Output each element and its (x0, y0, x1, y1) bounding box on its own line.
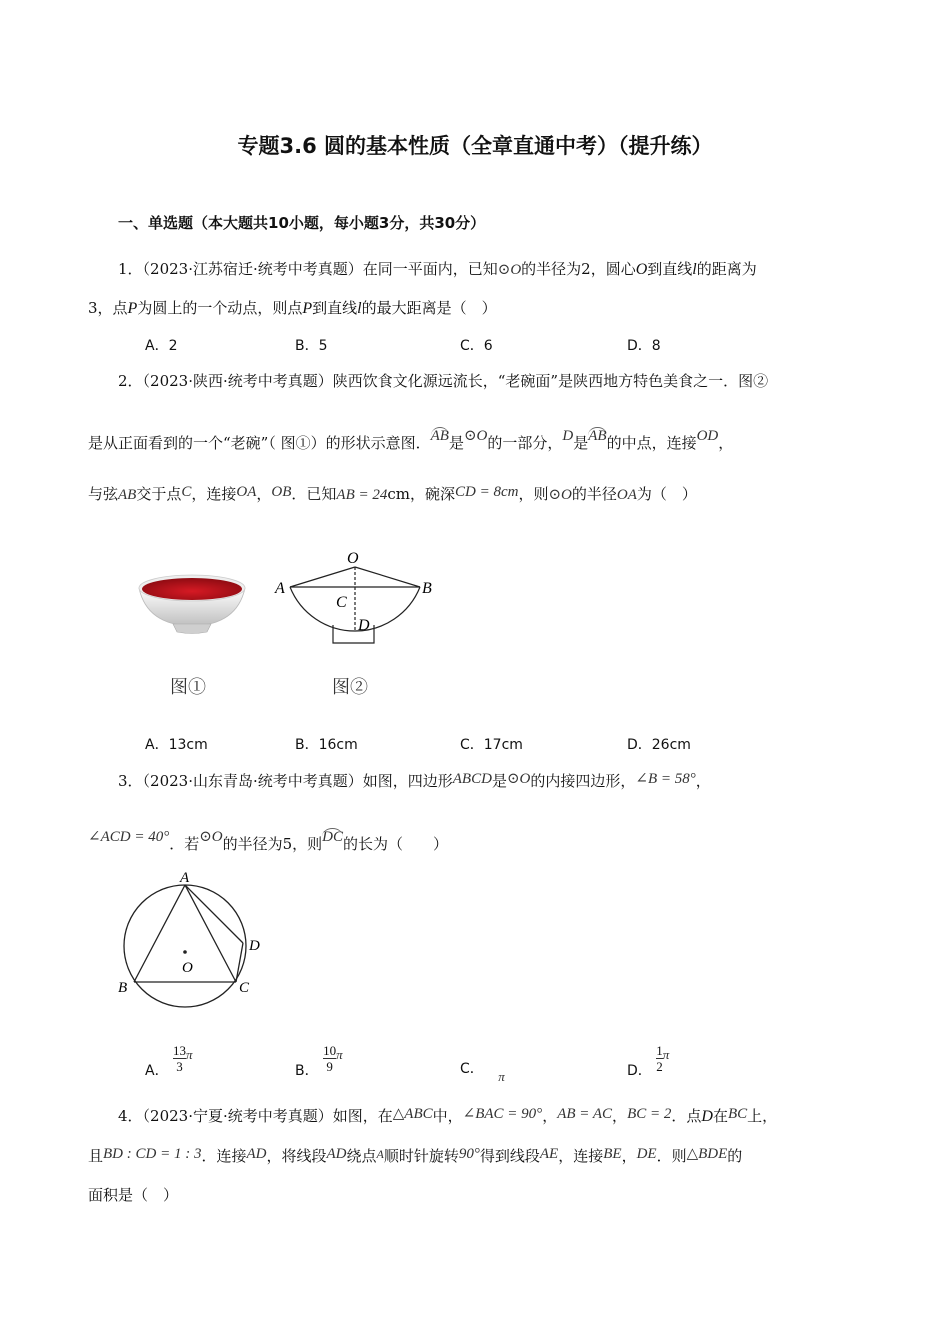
q3-text: 3．（2023·山东青岛·统考中考真题）如图，四边形 (118, 772, 453, 790)
q4-text: ．则 (656, 1147, 687, 1165)
q2-text: 交于点 (136, 485, 182, 503)
circle-symbol: ⊙O (548, 487, 572, 503)
fraction (173, 1043, 186, 1074)
q4-text: ．点 (671, 1107, 702, 1125)
math-var: OD (696, 428, 719, 444)
q1-text: 的最大距离是（ ） (361, 299, 497, 317)
q2-text: ．已知 (291, 485, 337, 503)
q4-text: ， (542, 1107, 558, 1125)
math-var: D (701, 1108, 713, 1125)
figure2-caption: 图② (332, 677, 368, 698)
math-var: OA (616, 487, 637, 503)
circle-symbol: ⊙O (506, 771, 531, 787)
math-var: BC (727, 1106, 748, 1122)
section-heading: 一、单选题（本大题共10小题，每小题3分，共30分） (118, 214, 486, 232)
math-var: AD (326, 1146, 347, 1162)
q3-text: 的半径为5，则 (222, 835, 323, 853)
math-expr: △ABC (392, 1106, 433, 1122)
math-var: AB (118, 487, 137, 503)
math-expr: ∠ACD = 40° (88, 829, 170, 845)
q4-line2 (88, 1145, 742, 1166)
fraction (656, 1043, 663, 1074)
circle-o (124, 885, 246, 1007)
circle-symbol: ⊙O (463, 428, 488, 444)
q3-text: ．若 (169, 835, 200, 853)
page-title: 专题3.6 圆的基本性质（全章直通中考）（提升练） (237, 134, 713, 158)
math-expr: ∠BAC = 90° (462, 1106, 543, 1122)
q1-text: 到直线 (312, 299, 358, 317)
math-var: AD (246, 1146, 267, 1162)
q4-line3: 面积是（ ） (88, 1186, 179, 1204)
q4-text: 得到线段 (479, 1147, 540, 1165)
circle-symbol: ⊙O (497, 262, 522, 278)
q2-text: 的中点，连接 (606, 434, 697, 452)
q3-option-a[interactable] (145, 1043, 193, 1079)
math-var: C (181, 484, 192, 500)
q1-text: 的半径为2，圆心 (521, 260, 636, 278)
q2-text: 是 (448, 434, 464, 452)
math-var: l (357, 300, 362, 317)
q4-text: ， (612, 1107, 628, 1125)
math-var: OB (271, 484, 292, 500)
q3-line2 (88, 829, 449, 854)
side-dc (236, 943, 243, 982)
math-var: OA (236, 484, 257, 500)
math-var: DE (636, 1146, 657, 1162)
math-var: D (562, 428, 574, 444)
q1-line1 (118, 258, 757, 279)
numerator: 10 (323, 1043, 337, 1058)
q4-text: ， (621, 1147, 637, 1165)
q2-text: 是从正面看到的一个“老碗”（ 图①）的形状示意图． (88, 434, 431, 452)
q1-option-a[interactable]: A．2 (145, 338, 178, 354)
q2-option-b[interactable]: B．16cm (295, 737, 358, 753)
q2-text: 为（ ） (636, 485, 697, 503)
pi-symbol: π (186, 1046, 193, 1062)
option-label: C． (460, 1061, 484, 1077)
q4-text: ，连接 (558, 1147, 604, 1165)
label-a: A (275, 580, 285, 597)
q3-option-b[interactable] (295, 1043, 343, 1079)
denominator: 9 (326, 1059, 333, 1074)
math-expr: CD = 8cm (455, 484, 519, 500)
q4-text: 在 (712, 1107, 728, 1125)
q1-text: 的距离为 (696, 260, 757, 278)
q2-text: 的一部分， (487, 434, 563, 452)
math-var: l (692, 261, 697, 278)
side-ad (185, 885, 243, 943)
q3-option-d[interactable] (627, 1043, 670, 1079)
denominator: 2 (656, 1059, 663, 1074)
label-a: A (180, 872, 190, 886)
fraction (323, 1043, 336, 1074)
math-var: BE (603, 1146, 622, 1162)
math-expr: AB = 24 (336, 487, 388, 503)
q2-text: 与弦 (88, 485, 119, 503)
arc-ab: AB (430, 428, 449, 444)
q1-text: 3，点 (88, 299, 128, 317)
math-expr: AB = AC (557, 1106, 613, 1122)
q4-text: 顺时针旋转 (383, 1147, 459, 1165)
q1-line2 (88, 297, 497, 318)
q2-text: 是 (573, 434, 589, 452)
q4-text: 且 (88, 1147, 104, 1165)
q3-text: ， (695, 772, 711, 790)
bowl-foot (173, 624, 211, 634)
label-d: D (249, 938, 260, 954)
q4-text: 的 (727, 1147, 743, 1165)
q3-text: 是 (491, 772, 507, 790)
label-c: C (336, 594, 347, 611)
q3-option-c[interactable] (460, 1058, 505, 1084)
math-var: O (635, 261, 648, 278)
label-b: B (118, 980, 128, 996)
math-var: A (376, 1147, 384, 1161)
pi-symbol: π (662, 1046, 670, 1062)
q4-line1 (118, 1105, 777, 1126)
math-var: AE (539, 1146, 559, 1162)
q4-text: ，将线段 (266, 1147, 327, 1165)
q2-line2 (88, 428, 734, 453)
math-var: ABCD (452, 771, 492, 787)
center-dot (183, 950, 187, 954)
q2-option-d[interactable]: D．26cm (627, 737, 691, 753)
label-b: B (422, 580, 432, 597)
q1-option-d[interactable]: D．8 (627, 338, 661, 354)
label-c: C (239, 980, 250, 996)
q1-text: 到直线 (647, 260, 693, 278)
option-label: A． (145, 1062, 169, 1079)
math-var: P (127, 300, 138, 317)
figure1-caption: 图① (170, 677, 206, 698)
q2-line1: 2．（2023·陕西·统考中考真题）陕西饮食文化源远流长，“老碗面”是陕西地方特色美食之一．图② (118, 372, 769, 390)
q2-text: cm，碗深 (387, 485, 455, 503)
math-expr: 90° (458, 1146, 480, 1162)
option-label: D． (627, 1062, 652, 1079)
numerator: 13 (173, 1043, 187, 1058)
denominator: 3 (176, 1059, 183, 1074)
q2-text: 的半径 (571, 485, 617, 503)
q4-text: 中， (432, 1107, 463, 1125)
q4-text: ．连接 (201, 1147, 247, 1165)
q2-text: ，连接 (191, 485, 237, 503)
math-expr: ∠B = 58° (635, 771, 696, 787)
line-ob (355, 567, 420, 587)
label-o: O (182, 960, 193, 976)
q1-option-c[interactable]: C．6 (460, 338, 493, 354)
arc-ab: AB (588, 428, 607, 444)
numerator: 1 (656, 1043, 663, 1058)
bowl-inside (142, 578, 242, 600)
arc-dc: DC (322, 829, 344, 845)
q3-text: 的长为（ ） (343, 835, 449, 853)
q2-line3 (88, 483, 697, 504)
q1-text: 为圆上的一个动点，则点 (137, 299, 303, 317)
q1-option-b[interactable]: B．5 (295, 338, 328, 354)
option-label: B． (295, 1062, 319, 1079)
math-expr: △BDE (686, 1146, 728, 1162)
q3-text: 的内接四边形， (530, 772, 636, 790)
math-expr: BC = 2 (627, 1106, 672, 1122)
circle-quadrilateral-figure (110, 872, 280, 1012)
bowl-photo-figure (135, 570, 250, 638)
pi-symbol: π (498, 1069, 505, 1084)
label-o: O (347, 550, 359, 567)
q2-option-a[interactable]: A．13cm (145, 737, 208, 753)
q4-text: 绕点 (346, 1147, 377, 1165)
math-var: P (302, 300, 313, 317)
q2-text: ， (256, 485, 272, 503)
q2-option-c[interactable]: C．17cm (460, 737, 523, 753)
pi-symbol: π (336, 1046, 343, 1062)
label-d: D (358, 617, 370, 634)
q2-text: ，则 (518, 485, 549, 503)
side-ab (134, 885, 185, 982)
circle-symbol: ⊙O (199, 829, 223, 845)
q4-text: 上， (747, 1107, 778, 1125)
bowl-diagram-figure (270, 545, 440, 650)
math-expr: BD : CD = 1 : 3 (103, 1146, 202, 1162)
q4-text: 4．（2023·宁夏·统考中考真题）如图，在 (118, 1107, 393, 1125)
q3-line1 (118, 770, 711, 791)
q1-text: 1．（2023·江苏宿迁·统考中考真题）在同一平面内，已知 (118, 260, 498, 278)
q2-text: ， (718, 434, 734, 452)
line-oa (290, 567, 355, 587)
